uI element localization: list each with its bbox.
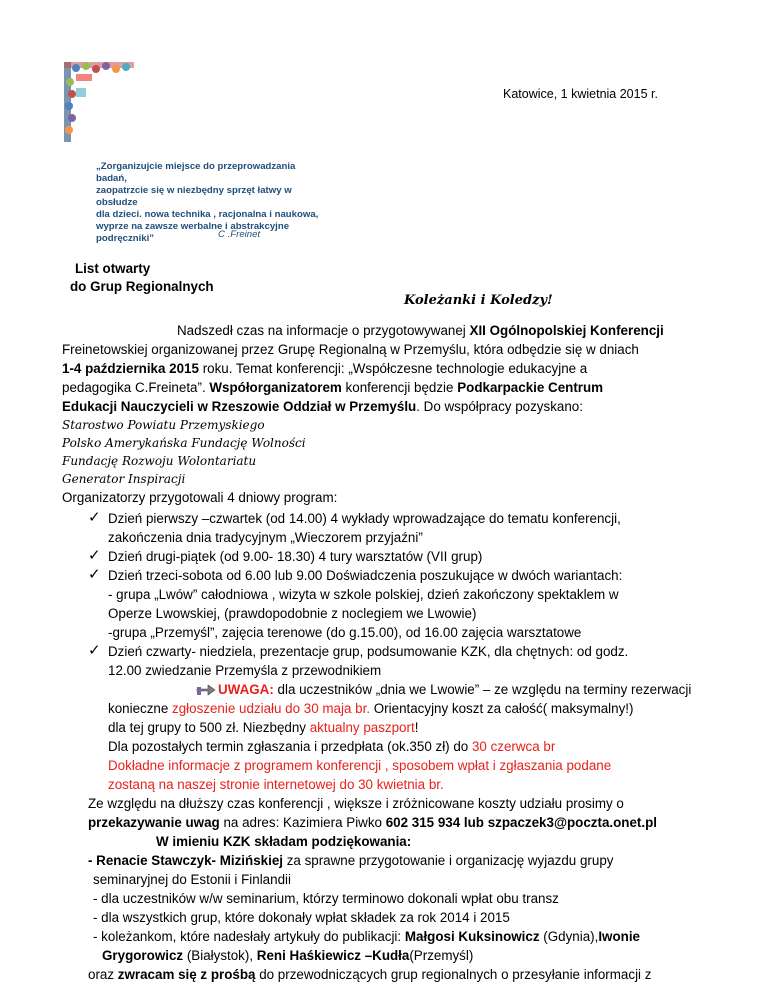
title-line-2: do Grup Regionalnych <box>70 279 214 294</box>
letter-title <box>70 260 214 296</box>
epigraph-quote <box>96 161 326 245</box>
quote-line: zaopatrzcie się w niezbędny sprzęt łatwy w obsłudze <box>96 185 292 208</box>
warning-line: konieczne zgłoszenie udziału do 30 maja br. Orientacyjny koszt za całość( maksymalny!) <box>108 701 634 716</box>
checkmark-icon: ✓ <box>88 547 101 564</box>
thanks-item: - dla wszystkich grup, które dokonały wpłat składek za rok 2014 i 2015 <box>93 910 510 925</box>
thanks-title: W imieniu KZK składam podziękowania: <box>156 834 412 849</box>
thanks-item: - Renacie Stawczyk- Mizińskiej za sprawne przygotowanie i organizację wyjazdu grupy <box>88 853 614 868</box>
program-intro: Organizatorzy przygotowali 4 dniowy program: <box>62 490 338 505</box>
partner-item: Polsko Amerykańska Fundację Wolności <box>62 436 306 450</box>
warning-line: zostaną na naszej stronie internetowej do 30 kwietnia br. <box>108 777 444 792</box>
program-day-4: Dzień czwarty- niedziela, prezentacje grup, podsumowanie KZK, dla chętnych: od godz. <box>108 644 629 659</box>
program-day-2: Dzień drugi-piątek (od 9.00- 18.30) 4 tury warsztatów (VII grup) <box>108 549 483 564</box>
quote-line: dla dzieci. nowa technika , racjonalna i naukowa, <box>96 209 319 220</box>
warning-hand-icon <box>196 681 216 699</box>
costs-line: przekazywanie uwag na adres: Kazimiera Piwko 602 315 934 lub szpaczek3@poczta.onet.pl <box>88 815 658 830</box>
thanks-item-cont: seminaryjnej do Estonii i Finlandii <box>93 872 291 887</box>
paragraph-line: Freinetowskiej organizowanej przez Grupę Regionalną w Przemyślu, która odbędzie się w dniach <box>62 342 639 357</box>
document-date: Katowice, 1 kwietnia 2015 r. <box>503 87 658 101</box>
quote-line: „Zorganizujcie miejsce do przeprowadzania badań, <box>96 161 296 184</box>
program-day-3: Dzień trzeci-sobota od 6.00 lub 9.00 Doświadczenia poszukujące w dwóch wariantach: <box>108 568 623 583</box>
program-day-1-cont: zakończenia dnia tradycyjnym „Wieczorem przyjaźni” <box>108 530 423 545</box>
program-day-4-cont: 12.00 zwiedzanie Przemyśla z przewodnikiem <box>108 663 382 678</box>
program-day-3-cont: - grupa „Lwów” całodniowa , wizyta w szkole polskiej, dzień zakończony spektaklem w <box>108 587 619 602</box>
closing-line: oraz zwracam się z prośbą do przewodniczących grup regionalnych o przesyłanie informacji z <box>88 967 652 982</box>
partner-item: Starostwo Powiatu Przemyskiego <box>62 418 265 432</box>
thanks-item: - dla uczestników w/w seminarium, którzy terminowo dokonali wpłat obu transz <box>93 891 559 906</box>
title-line-1: List otwarty <box>75 261 151 276</box>
program-day-3-cont: -grupa „Przemyśl”, zajęcia terenowe (do g.15.00), od 16.00 zajęcia warsztatowe <box>108 625 582 640</box>
greeting: Koleżanki i Koledzy! <box>404 293 553 308</box>
warning-line: UWAGA: dla uczestników „dnia we Lwowie” – ze względu na terminy rezerwacji <box>218 682 692 697</box>
warning-line: Dokładne informacje z programem konferencji , sposobem wpłat i zgłaszania podane <box>108 758 612 773</box>
paragraph-line: pedagogika C.Freineta”. Współorganizatorem konferencji będzie Podkarpackie Centrum <box>62 380 604 395</box>
checkmark-icon: ✓ <box>88 642 101 659</box>
partner-item: Generator Inspiracji <box>62 472 186 486</box>
thanks-item: - koleżankom, które nadesłały artykuły do publikacji: Małgosi Kuksinowicz (Gdynia),Iwonie <box>93 929 640 944</box>
paragraph-line: 1-4 października 2015 roku. Temat konferencji: „Współczesne technologie edukacyjne a <box>62 361 588 376</box>
checkmark-icon: ✓ <box>88 509 101 526</box>
costs-line: Ze względu na dłuższy czas konferencji , większe i zróżnicowane koszty udziału prosimy o <box>88 796 624 811</box>
program-day-3-cont: Operze Lwowskiej, (prawdopodobnie z noclegiem we Lwowie) <box>108 606 477 621</box>
paragraph-line: Nadszedł czas na informacje o przygotowywanej XII Ogólnopolskiej Konferencji <box>177 323 664 338</box>
partner-item: Fundację Rozwoju Wolontariatu <box>62 454 257 468</box>
checkmark-icon: ✓ <box>88 566 101 583</box>
thanks-item-cont: Grygorowicz (Białystok), Reni Haśkiewicz –Kudła(Przemyśl) <box>102 948 474 963</box>
quote-author: C .Freinet <box>218 229 261 240</box>
warning-line: dla tej grupy to 500 zł. Niezbędny aktualny paszport! <box>108 720 419 735</box>
warning-line: Dla pozostałych termin zgłaszania i przedpłata (ok.350 zł) do 30 czerwca br <box>108 739 556 754</box>
paragraph-line: Edukacji Nauczycieli w Rzeszowie Oddział w Przemyślu. Do współpracy pozyskano: <box>62 399 583 414</box>
organization-logo <box>62 60 142 144</box>
program-day-1: Dzień pierwszy –czwartek (od 14.00) 4 wykłady wprowadzające do tematu konferencji, <box>108 511 621 526</box>
quote-line: podręczniki” <box>96 233 155 244</box>
quote-line: wyprze na zawsze werbalne i abstrakcyjne <box>96 221 290 232</box>
